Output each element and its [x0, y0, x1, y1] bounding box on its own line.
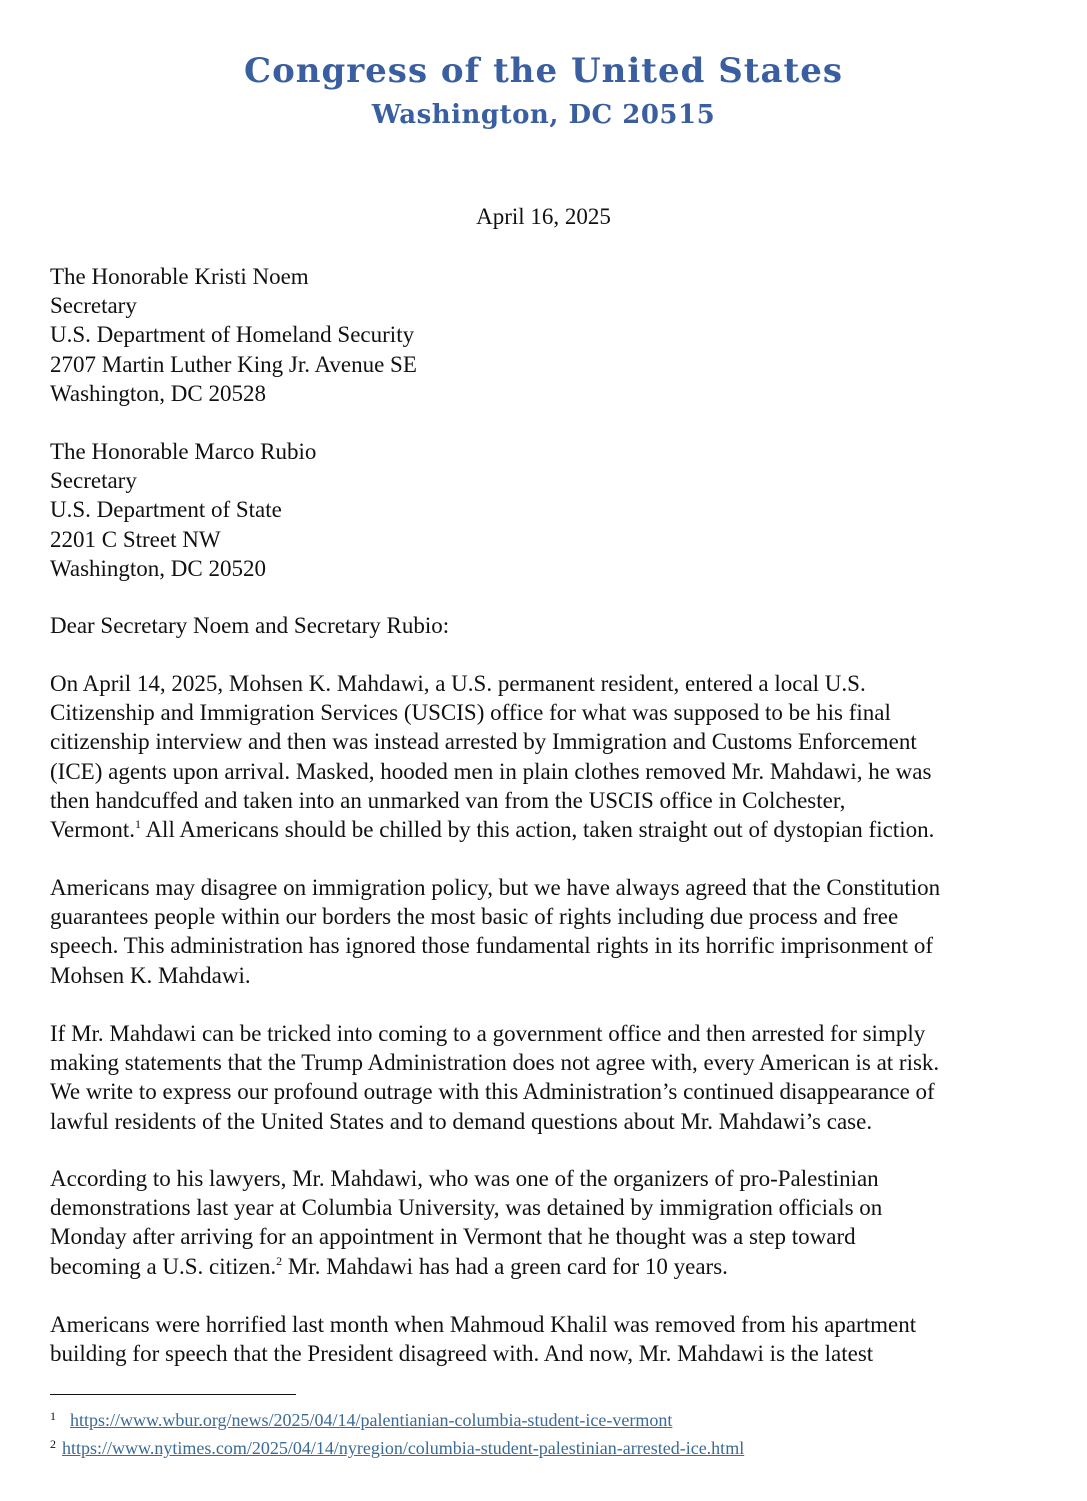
paragraph-line: demonstrations last year at Columbia University, was detained by immigration officials on — [50, 1195, 883, 1221]
salutation-text: Dear Secretary Noem and Secretary Rubio: — [50, 613, 450, 638]
recipient-department: U.S. Department of Homeland Security — [50, 322, 415, 348]
paragraph-line: lawful residents of the United States and to demand questions about Mr. Mahdawi’s case. — [50, 1108, 873, 1134]
paragraph-line: Citizenship and Immigration Services (USCIS) office for what was supposed to be his final — [50, 700, 891, 726]
paragraph-line — [50, 1252, 1040, 1281]
salutation — [50, 611, 1040, 640]
letterhead-title: Congress of the United States — [244, 51, 843, 91]
paragraph-line-text: becoming a U.S. citizen. — [50, 1253, 277, 1279]
footnotes — [50, 1404, 744, 1460]
paragraph-line: Mohsen K. Mahdawi. — [50, 962, 251, 988]
paragraph-line: (ICE) agents upon arrival. Masked, hooded men in plain clothes removed Mr. Mahdawi, he was — [50, 758, 932, 784]
paragraph-line: On April 14, 2025, Mohsen K. Mahdawi, a U.S. permanent resident, entered a local U.S. — [50, 671, 866, 696]
recipient-address-block — [50, 437, 1040, 583]
paragraph-line: According to his lawyers, Mr. Mahdawi, who was one of the organizers of pro-Palestinian — [50, 1166, 879, 1191]
paragraph — [50, 1310, 1040, 1368]
footnote-number: 2 — [50, 1437, 56, 1451]
paragraph-line-text: Mr. Mahdawi has had a green card for 10 years. — [282, 1253, 728, 1279]
recipient-address-block — [50, 262, 1040, 408]
recipient-city: Washington, DC 20528 — [50, 380, 267, 406]
recipient-title: Secretary — [50, 468, 137, 494]
paragraph-line: speech. This administration has ignored those fundamental rights in its horrific imprisonment of — [50, 933, 933, 959]
footnote — [50, 1404, 744, 1432]
footnote-link[interactable]: https://www.wbur.org/news/2025/04/14/palentianian-columbia-student-ice-vermont — [70, 1410, 673, 1430]
paragraph-line — [50, 815, 1040, 844]
recipient-department: U.S. Department of State — [50, 497, 282, 523]
recipient-city: Washington, DC 20520 — [50, 555, 267, 581]
footnote-divider — [50, 1394, 296, 1395]
paragraph-line: We write to express our profound outrage with this Administration’s continued disappearance of — [50, 1079, 935, 1105]
footnote-reference[interactable]: 2 — [276, 1253, 283, 1268]
letterhead — [0, 44, 1087, 132]
recipient-name: The Honorable Marco Rubio — [50, 439, 317, 464]
paragraph-line-text: Vermont. — [50, 817, 135, 843]
paragraph-line: building for speech that the President disagreed with. And now, Mr. Mahdawi is the latest — [50, 1341, 874, 1367]
recipient-name: The Honorable Kristi Noem — [50, 264, 309, 289]
paragraph-line: Americans were horrified last month when Mahmoud Khalil was removed from his apartment — [50, 1312, 917, 1337]
paragraph-line: Americans may disagree on immigration policy, but we have always agreed that the Constitution — [50, 875, 941, 900]
recipient-street: 2707 Martin Luther King Jr. Avenue SE — [50, 351, 417, 377]
paragraph-line: Monday after arriving for an appointment in Vermont that he thought was a step toward — [50, 1224, 856, 1250]
letter-date: April 16, 2025 — [476, 204, 611, 229]
paragraph-line: then handcuffed and taken into an unmarked van from the USCIS office in Colchester, — [50, 787, 846, 813]
paragraph-line: citizenship interview and then was instead arrested by Immigration and Customs Enforcement — [50, 729, 917, 755]
footnote-reference[interactable]: 1 — [134, 817, 141, 832]
paragraph — [50, 1164, 1040, 1281]
paragraph — [50, 669, 1040, 844]
paragraph-line: making statements that the Trump Administration does not agree with, every American is at risk. — [50, 1050, 940, 1076]
recipient-title: Secretary — [50, 293, 137, 319]
recipient-street: 2201 C Street NW — [50, 526, 221, 552]
paragraph-line: guarantees people within our borders the most basic of rights including due process and free — [50, 904, 899, 930]
footnote — [50, 1432, 744, 1460]
paragraph — [50, 873, 1040, 990]
footnote-number: 1 — [50, 1409, 56, 1423]
paragraph-line-text: All Americans should be chilled by this action, taken straight out of dystopian fiction. — [140, 817, 935, 843]
letterhead-subtitle: Washington, DC 20515 — [371, 100, 716, 130]
footnote-link[interactable]: https://www.nytimes.com/2025/04/14/nyregion/columbia-student-palestinian-arrested-ice.html — [62, 1438, 745, 1458]
paragraph-line: If Mr. Mahdawi can be tricked into coming to a government office and then arrested for simply — [50, 1021, 926, 1046]
paragraph — [50, 1019, 1040, 1136]
